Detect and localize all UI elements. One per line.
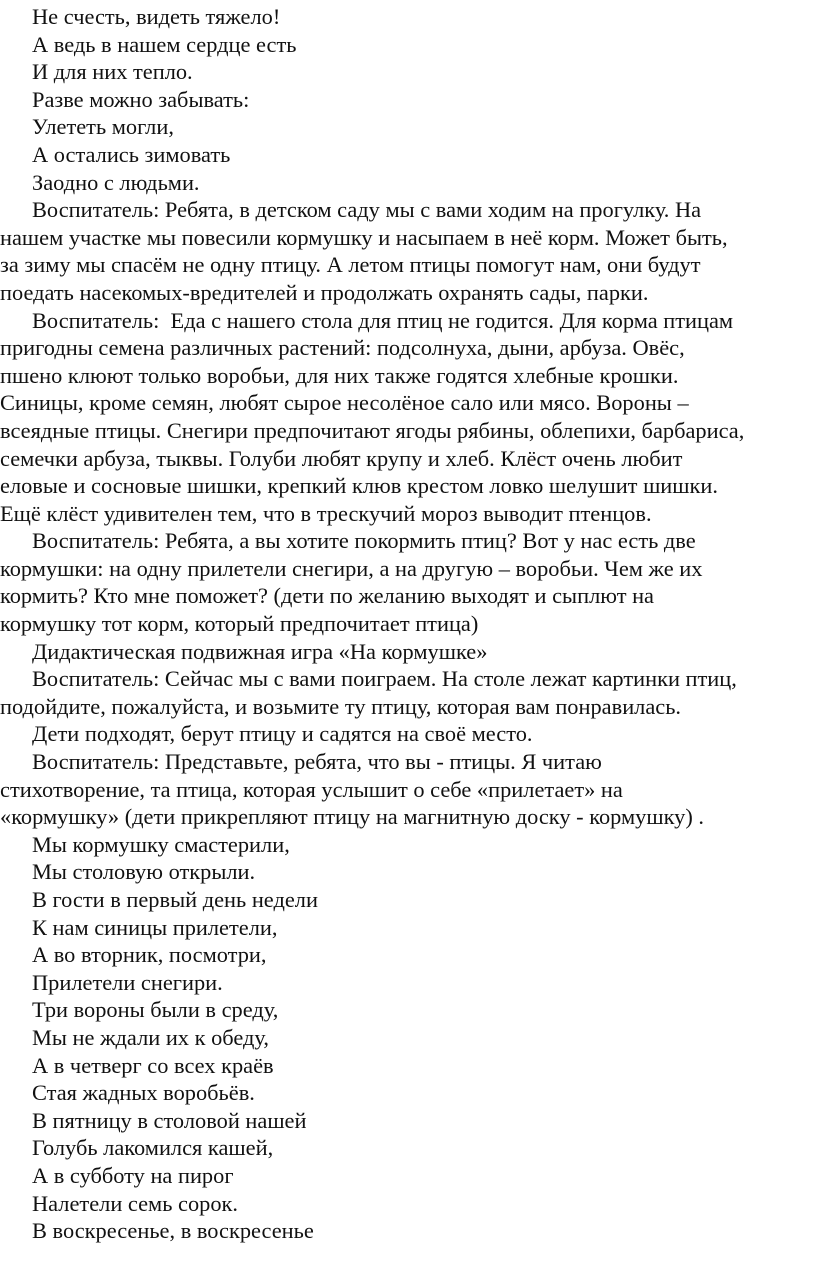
paragraph-line: Воспитатель: Представьте, ребята, что вы - птицы. Я читаю (32, 749, 602, 775)
poem-line: И для них тепло. (32, 59, 193, 85)
paragraph-line: за зиму мы спасём не одну птицу. А летом птицы помогут нам, они будут (0, 252, 701, 278)
poem-line: Мы не ждали их к обеду, (32, 1024, 269, 1050)
poem-line: Разве можно забывать: (32, 86, 250, 112)
poem-line: А во вторник, посмотри, (32, 942, 267, 968)
poem-line: Прилетели снегири. (32, 969, 223, 995)
poem-line: Улететь могли, (32, 114, 174, 140)
poem-line: Заодно с людьми. (32, 169, 200, 195)
poem-line: К нам синицы прилетели, (32, 914, 278, 940)
paragraph-line: поедать насекомых-вредителей и продолжать охранять сады, парки. (0, 279, 649, 305)
paragraph-line: пригодны семена различных растений: подсолнуха, дыни, арбуза. Овёс, (0, 335, 685, 361)
paragraph-line: Воспитатель: Сейчас мы с вами поиграем. На столе лежат картинки птиц, (32, 666, 737, 692)
poem-line: В гости в первый день недели (32, 887, 318, 912)
game-title: Дидактическая подвижная игра «На кормушке» (32, 638, 488, 664)
paragraph-line: пшено клюют только воробьи, для них также годятся хлебные крошки. (0, 362, 679, 388)
poem-line: Мы кормушку смастерили, (32, 831, 290, 857)
poem-line: Налетели семь сорок. (32, 1190, 239, 1216)
poem-line: А в субботу на пирог (32, 1162, 234, 1188)
paragraph-line: нашем участке мы повесили кормушку и насыпаем в неё корм. Может быть, (0, 224, 728, 250)
poem-line: Мы столовую открыли. (32, 859, 256, 885)
poem-line: Стая жадных воробьёв. (32, 1080, 255, 1106)
poem-intro (0, 3, 816, 196)
paragraph-line: кормить? Кто мне поможет? (дети по желанию выходят и сыплют на (0, 583, 654, 609)
paragraph-feeding (0, 527, 816, 637)
paragraph-line: Воспитатель: Еда с нашего стола для птиц не годится. Для корма птицам (32, 307, 734, 333)
paragraph-imagine (0, 748, 816, 831)
poem-line: В воскресенье, в воскресенье (32, 1218, 314, 1244)
paragraph-line: Синицы, кроме семян, любят сырое несолёное сало или мясо. Вороны – (0, 390, 689, 416)
poem-line: А остались зимовать (32, 141, 231, 167)
poem-line: Три вороны были в среду, (32, 997, 279, 1023)
paragraph-line: Воспитатель: Ребята, а вы хотите покормить птиц? Вот у нас есть две (32, 528, 696, 554)
paragraph-line: кормушки: на одну прилетели снегири, а на другую – воробьи. Чем же их (0, 555, 703, 581)
poem-line: А ведь в нашем сердце есть (32, 31, 297, 57)
poem-line: А в четверг со всех краёв (32, 1052, 274, 1078)
paragraph-line: всеядные птицы. Снегири предпочитают ягоды рябины, облепихи, барбариса, (0, 417, 745, 443)
poem-line: Не счесть, видеть тяжело! (32, 4, 281, 29)
paragraph-line: стихотворение, та птица, которая услышит о себе «прилетает» на (0, 776, 623, 802)
paragraph-food (0, 307, 816, 528)
poem-line: В пятницу в столовой нашей (32, 1107, 307, 1133)
paragraph-line: Ещё клёст удивителен тем, что в трескучий мороз выводит птенцов. (0, 500, 652, 526)
paragraph-children: Дети подходят, берут птицу и садятся на своё место. (32, 721, 533, 747)
paragraph-play (0, 665, 816, 720)
poem-line: Голубь лакомился кашей, (32, 1135, 274, 1161)
paragraph-line: еловые и сосновые шишки, крепкий клюв крестом ловко шелушит шишки. (0, 473, 718, 499)
poem-feeder (0, 831, 816, 1245)
paragraph-line: «кормушку» (дети прикрепляют птицу на магнитную доску - кормушку) . (0, 804, 705, 830)
paragraph-walk (0, 196, 816, 306)
paragraph-line: подойдите, пожалуйста, и возьмите ту птицу, которая вам понравилась. (0, 693, 682, 719)
paragraph-line: Воспитатель: Ребята, в детском саду мы с вами ходим на прогулку. На (32, 197, 702, 223)
paragraph-line: семечки арбуза, тыквы. Голуби любят крупу и хлеб. Клёст очень любит (0, 445, 683, 471)
paragraph-line: кормушку тот корм, который предпочитает птица) (0, 611, 479, 637)
